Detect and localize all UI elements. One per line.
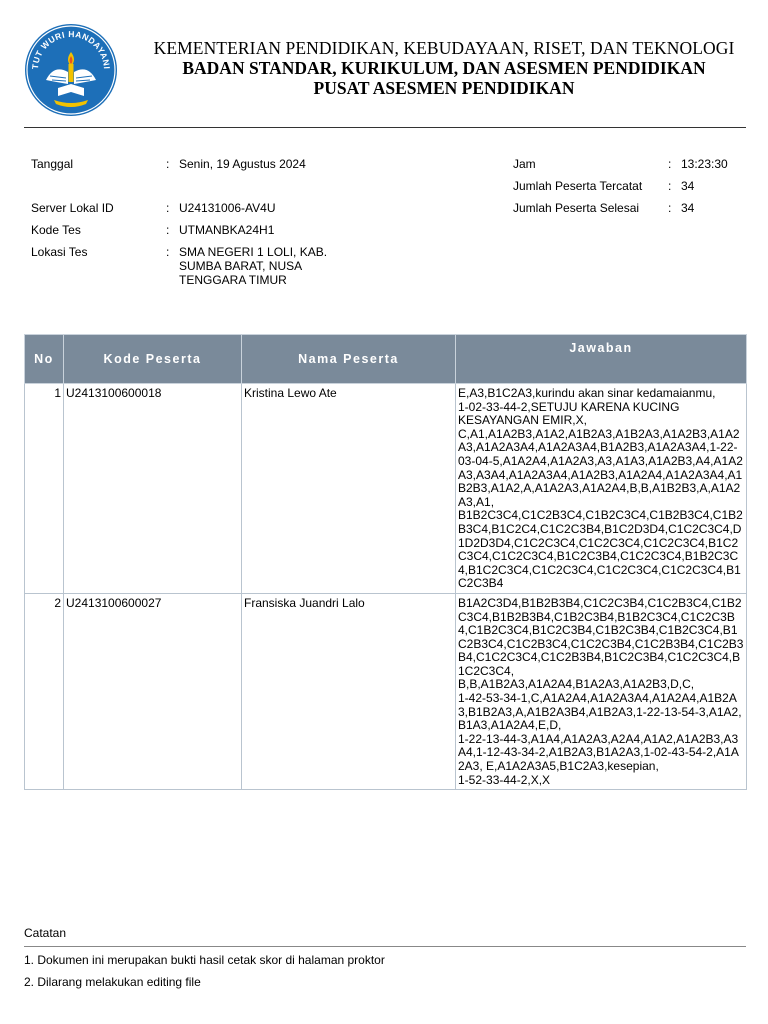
cell-no: 2	[25, 593, 64, 789]
info-label-server: Server Lokal ID	[31, 201, 114, 215]
table-header-row	[25, 335, 747, 384]
tut-wuri-handayani-logo	[24, 22, 118, 118]
info-label-tanggal: Tanggal	[31, 157, 74, 171]
notes-title: Catatan	[24, 926, 746, 947]
info-colon: :	[668, 157, 672, 171]
info-value-tanggal: Senin, 19 Agustus 2024	[179, 157, 306, 171]
info-value-server: U24131006-AV4U	[179, 201, 276, 215]
table-row	[25, 593, 747, 789]
info-label-lokasi: Lokasi Tes	[31, 245, 88, 259]
svg-text:TUT WURI HANDAYANI: TUT WURI HANDAYANI	[29, 28, 113, 70]
answers-table	[24, 334, 747, 790]
cell-kode-peserta: U2413100600018	[64, 384, 242, 594]
document-header	[120, 38, 768, 98]
info-colon: :	[166, 245, 170, 259]
table-row	[25, 384, 747, 594]
test-info-right	[513, 157, 753, 227]
info-value-peserta-selesai: 34	[681, 201, 695, 215]
cell-nama-peserta: Kristina Lewo Ate	[242, 384, 456, 594]
info-label-jam: Jam	[513, 157, 536, 171]
info-value-peserta-tercatat: 34	[681, 179, 695, 193]
notes-section	[24, 926, 746, 989]
column-header-nama-peserta: Nama Peserta	[242, 335, 456, 384]
cell-kode-peserta: U2413100600027	[64, 593, 242, 789]
info-label-kode-tes: Kode Tes	[31, 223, 81, 237]
cell-nama-peserta: Fransiska Juandri Lalo	[242, 593, 456, 789]
info-colon: :	[166, 201, 170, 215]
ministry-name: KEMENTERIAN PENDIDIKAN, KEBUDAYAAN, RISET, DAN TEKNOLOGI	[153, 38, 735, 58]
info-colon: :	[668, 201, 672, 215]
info-label-peserta-tercatat: Jumlah Peserta Tercatat	[513, 179, 643, 193]
cell-jawaban: E,A3,B1C2A3,kurindu akan sinar kedamaianmu, 1-02-33-44-2,SETUJU KARENA KUCING KESAYANGAN EMIR,X, C,A1,A1A2B3,A1A2,A1B2A3,A1B2A3,A1A2B3,A1A2A3,A1A2A3A4,A1A2A3A4,B1A2B3,A1A2A3A4,1-22-03-04-5,A1A2A4,A1A2A3,A3,A1A3,A1A2B3,A4,A1A2A3,A3A4,A1A2A3A4,A1A2B3,A1A2A4,A1A2A3A4,A1B2B3,A1A2,A,A1A2A3,A1A2A4,B,B,A1B2B3,A,A1A2A3,A1, B1B2C3C4,C1C2B3C4,C1B2C3C4,C1B2B3C4,C1B2B3C4,B1C2C4,C1C2C3B4,B1C2D3D4,C1C2C3C4,D1D2D3D4,C1C2C3C4,C1C2C3C4,C1C2C3C4,B1C2C3C4,C1C2C3C4,B1C2C3B4,C1C2C3C4,B1B2C3C4,B1C2C3C4,C1C2C3C4,C1C2C3C4,C1C2C3C4,B1C2C3B4	[456, 384, 747, 594]
info-value-jam: 13:23:30	[681, 157, 728, 171]
test-info-left	[31, 157, 361, 297]
column-header-kode-peserta: Kode Peserta	[64, 335, 242, 384]
center-name: PUSAT ASESMEN PENDIDIKAN	[313, 78, 575, 98]
info-colon: :	[668, 179, 672, 193]
info-value-kode-tes: UTMANBKA24H1	[179, 223, 275, 237]
info-colon: :	[166, 157, 170, 171]
info-value-lokasi: SMA NEGERI 1 LOLI, KAB. SUMBA BARAT, NUSA TENGGARA TIMUR	[179, 245, 328, 287]
agency-name: BADAN STANDAR, KURIKULUM, DAN ASESMEN PENDIDIKAN	[182, 58, 706, 78]
note-item: 1. Dokumen ini merupakan bukti hasil cetak skor di halaman proktor	[24, 953, 385, 967]
info-colon: :	[166, 223, 170, 237]
header-divider	[24, 127, 746, 128]
column-header-no: No	[25, 335, 64, 384]
note-item: 2. Dilarang melakukan editing file	[24, 975, 201, 989]
info-label-peserta-selesai: Jumlah Peserta Selesai	[513, 201, 640, 215]
cell-jawaban: B1A2C3D4,B1B2B3B4,C1C2C3B4,C1C2B3C4,C1B2C3C4,B1B2B3B4,C1B2C3B4,B1B2C3C4,C1C2C3B4,C1B2C3C4,B1C2C3B4,C1B2C3B4,C1B2C3C4,B1C2B3C4,C1C2B3C4,C1C2C3B4,C1C2B3B4,C1C2B3B4,C1C2C3C4,C1C2B3B4,B1C2C3B4,C1C2C3C4,B1C2C3C4, B,B,A1B2A3,A1A2A4,B1A2A3,A1A2B3,D,C, 1-42-53-34-1,C,A1A2A4,A1A2A3A4,A1A2A4,A1B2A3,B1B2A3,A,A1B2A3B4,A1B2A3,1-22-13-54-3,A1A2,B1A3,A1A2A4,E,D, 1-22-13-44-3,A1A4,A1A2A3,A2A4,A1A2,A1A2B3,A3A4,1-12-43-34-2,A1B2A3,B1A2A3,1-02-43-54-2,A1A2A3, E,A1A2A3A5,B1C2A3,kesepian, 1-52-33-44-2,X,X	[456, 593, 747, 789]
cell-no: 1	[25, 384, 64, 594]
column-header-jawaban: Jawaban	[456, 335, 747, 384]
